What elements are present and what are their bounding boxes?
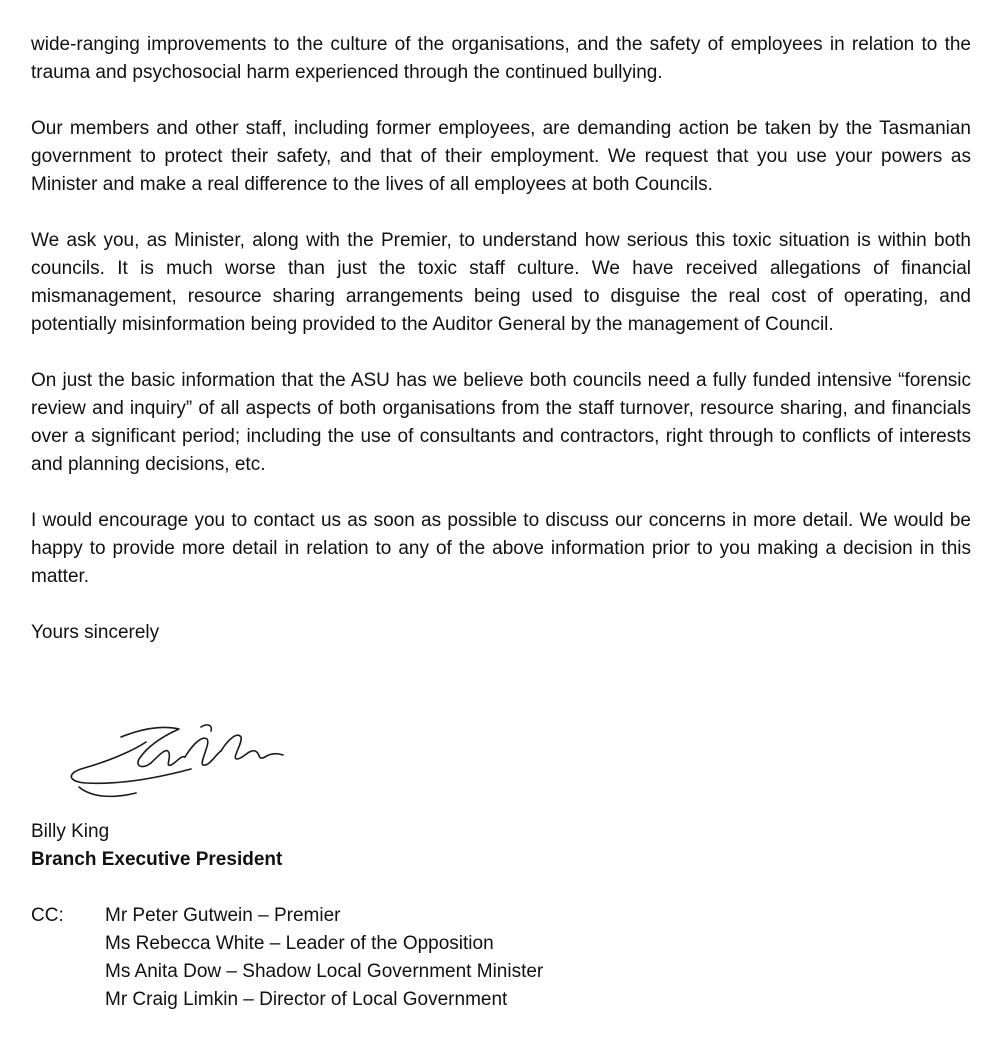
cc-list <box>105 902 543 1014</box>
letter-page <box>31 31 971 1010</box>
paragraph-5: I would encourage you to contact us as soon as possible to discuss our concerns in more detail. We would be happy to provide more detail in relation to any of the above information prior to you making a decision in this matter. <box>31 510 971 587</box>
cc-recipient: Ms Rebecca White – Leader of the Opposition <box>105 933 494 954</box>
cc-recipient: Ms Anita Dow – Shadow Local Government Minister <box>105 961 544 982</box>
signer-block <box>31 818 282 874</box>
paragraph-3: We ask you, as Minister, along with the Premier, to understand how serious this toxic situation is within both councils. It is much worse than just the toxic staff culture. We have received allegations of financial mismanagement, resource sharing arrangements being used to disguise the real cost of operating, and potentially misinformation being provided to the Auditor General by the management of Council. <box>31 230 971 335</box>
paragraph-4: On just the basic information that the ASU has we believe both councils need a fully funded intensive “forensic review and inquiry” of all aspects of both organisations from the staff turnover, resource sharing, and financials over a significant period; including the use of consultants and contractors, right through to conflicts of interests and planning decisions, etc. <box>31 370 971 475</box>
paragraph-1: wide-ranging improvements to the culture of the organisations, and the safety of employees in relation to the trauma and psychosocial harm experienced through the continued bullying. <box>31 34 971 83</box>
signer-name: Billy King <box>31 821 110 842</box>
cc-recipient: Mr Peter Gutwein – Premier <box>105 905 341 926</box>
closing-salutation: Yours sincerely <box>31 622 160 643</box>
signature-icon <box>51 707 291 807</box>
signer-title: Branch Executive President <box>31 849 283 870</box>
cc-label: CC: <box>31 905 64 926</box>
cc-recipient: Mr Craig Limkin – Director of Local Government <box>105 989 508 1010</box>
paragraph-2: Our members and other staff, including former employees, are demanding action be taken by the Tasmanian government to protect their safety, and that of their employment. We request that you use your powers as Minister and make a real difference to the lives of all employees at both Councils. <box>31 118 971 195</box>
